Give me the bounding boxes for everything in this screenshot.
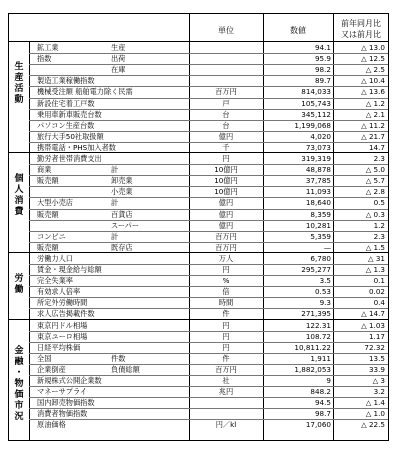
row-divider xyxy=(29,275,388,276)
row-change: △ 31 xyxy=(368,253,385,263)
row-label: 販売額 xyxy=(37,242,59,252)
row-unit: 社 xyxy=(222,376,230,385)
table-row xyxy=(9,275,388,286)
table-row xyxy=(9,342,388,353)
row-change: △ 12.5 xyxy=(361,54,385,64)
header-change-line1: 前年同月比 xyxy=(341,19,381,28)
row-value: 18,640 xyxy=(305,198,331,208)
row-value: 295,277 xyxy=(301,265,331,274)
table-row xyxy=(9,297,388,308)
row-value: 5,359 xyxy=(310,231,331,241)
row-label: 消費者物価指数 xyxy=(37,409,88,419)
row-change: △ 5.7 xyxy=(365,176,385,186)
row-value: 1,199,068 xyxy=(294,120,331,130)
row-unit: 億円 xyxy=(218,198,234,208)
row-value: 73,073 xyxy=(305,142,331,152)
row-value: 8,359 xyxy=(310,209,331,219)
table-row xyxy=(9,364,388,375)
row-divider xyxy=(29,120,388,121)
row-divider xyxy=(29,264,388,265)
row-change: △ 2.1 xyxy=(365,109,385,119)
row-sublabel: 卸売業 xyxy=(111,176,133,186)
row-unit: 円 xyxy=(222,320,230,330)
row-divider xyxy=(29,308,388,309)
row-value: — xyxy=(323,242,331,252)
table-row xyxy=(9,53,388,64)
row-value: 345,112 xyxy=(301,109,331,119)
row-unit: 百万円 xyxy=(215,231,237,241)
row-value: 1,882,053 xyxy=(294,364,331,374)
row-change: 14.7 xyxy=(368,142,385,152)
row-sublabel: 計 xyxy=(111,231,119,241)
row-change: 2.3 xyxy=(373,231,385,241)
row-divider xyxy=(29,286,388,287)
row-change: 0.02 xyxy=(368,287,385,297)
row-divider xyxy=(29,109,388,110)
category-finance-label: 金 融 ・ 物 価 市 況 xyxy=(14,346,24,422)
category-labor-label: 労 働 xyxy=(14,274,24,295)
row-value: 95.9 xyxy=(314,54,331,64)
row-value: 10,281 xyxy=(305,220,331,230)
row-change: △ 2.8 xyxy=(365,187,385,197)
row-unit: 倍 xyxy=(222,287,230,297)
row-change: 1.17 xyxy=(368,331,385,341)
row-label: 機械受注額 船舶電力除く民需 xyxy=(37,87,133,97)
table-row xyxy=(9,175,388,186)
row-divider xyxy=(29,419,388,420)
row-label: パソコン生産台数 xyxy=(37,120,95,130)
row-unit: 台 xyxy=(222,109,230,119)
row-change: △ 1.3 xyxy=(365,265,385,274)
row-divider xyxy=(29,98,388,99)
row-unit: 円 xyxy=(222,154,230,163)
row-unit: 百万円 xyxy=(215,242,237,252)
row-value: 37,785 xyxy=(305,176,331,186)
row-sublabel: スーパー xyxy=(111,220,140,230)
row-value: 122.31 xyxy=(305,320,331,330)
row-label: 勤労者世帯消費支出 xyxy=(37,154,102,163)
row-change: 33.9 xyxy=(368,364,385,374)
row-unit: 10億円 xyxy=(214,165,238,175)
row-divider xyxy=(29,164,388,165)
row-change: △ 13.0 xyxy=(361,43,385,52)
row-label: 指数 xyxy=(37,54,52,64)
table-row xyxy=(9,220,388,231)
row-label: 新規株式公開企業数 xyxy=(37,376,102,385)
table-row xyxy=(9,375,388,386)
row-unit: 千 xyxy=(222,142,230,152)
row-unit: 台 xyxy=(222,120,230,130)
row-value: 48,878 xyxy=(305,165,331,175)
row-change: 0.5 xyxy=(373,198,385,208)
header-change-line2: 又は前月比 xyxy=(341,30,381,39)
row-divider xyxy=(29,220,388,221)
row-divider xyxy=(29,353,388,354)
row-divider xyxy=(29,131,388,132)
row-sublabel: 小売業 xyxy=(111,187,133,197)
table-row xyxy=(9,331,388,342)
row-label: 原油価格 xyxy=(37,420,66,430)
row-change: △ 0.3 xyxy=(365,209,385,219)
row-sublabel: 件数 xyxy=(111,353,126,363)
table-row xyxy=(9,86,388,97)
table-row xyxy=(9,286,388,297)
row-value: 10,811.22 xyxy=(294,342,331,352)
table-row xyxy=(9,397,388,408)
row-sublabel: 計 xyxy=(111,198,119,208)
row-divider xyxy=(29,142,388,143)
row-value: 89.7 xyxy=(314,76,331,86)
row-divider xyxy=(29,209,388,210)
row-label: 日経平均株価 xyxy=(37,342,81,352)
row-change: △ 2.5 xyxy=(365,65,385,75)
row-label: 大型小売店 xyxy=(37,198,73,208)
row-label: 新設住宅着工戸数 xyxy=(37,98,95,108)
row-unit: 10億円 xyxy=(214,176,238,186)
row-label: コンビニ xyxy=(37,231,66,241)
row-label: 有効求人倍率 xyxy=(37,287,81,297)
row-change: △ 1.2 xyxy=(365,98,385,108)
table-row xyxy=(9,64,388,75)
economic-indicators-table xyxy=(8,13,389,441)
row-divider xyxy=(29,297,388,298)
row-label: 所定外労働時間 xyxy=(37,298,88,308)
row-sublabel: 出荷 xyxy=(111,54,126,64)
row-sublabel: 既存店 xyxy=(111,242,133,252)
row-label: 全国 xyxy=(37,353,52,363)
row-divider xyxy=(29,397,388,398)
row-unit: 百万円 xyxy=(215,87,237,97)
table-row xyxy=(9,386,388,397)
row-unit: 件 xyxy=(222,309,230,319)
row-value: 0.53 xyxy=(314,287,331,297)
row-change: △ 1.4 xyxy=(365,398,385,408)
row-divider xyxy=(29,364,388,365)
row-change: △ 14.7 xyxy=(361,309,385,319)
row-label: 賃金・現金給与総額 xyxy=(37,265,102,274)
row-label: 商業 xyxy=(37,165,52,175)
table-row xyxy=(9,419,388,430)
row-label: 労働力人口 xyxy=(37,253,73,263)
row-divider xyxy=(29,375,388,376)
row-change: △ 1.5 xyxy=(365,242,385,252)
row-change: △ 1.03 xyxy=(361,320,385,330)
row-change: 2.3 xyxy=(373,154,385,163)
table-row xyxy=(9,75,388,86)
row-value: 108.72 xyxy=(305,331,331,341)
row-label: 製造工業稼働指数 xyxy=(37,76,95,86)
row-label: 完全失業率 xyxy=(37,276,73,286)
row-value: 105,743 xyxy=(301,98,331,108)
table-row xyxy=(9,231,388,242)
table-row xyxy=(9,209,388,220)
row-value: 319,319 xyxy=(301,154,331,163)
table-row xyxy=(9,408,388,419)
row-label: 求人広告掲載件数 xyxy=(37,309,95,319)
row-unit: 円 xyxy=(222,331,230,341)
table-row xyxy=(9,308,388,319)
row-sublabel: 計 xyxy=(111,165,119,175)
table-row xyxy=(9,109,388,120)
row-unit: 万人 xyxy=(218,253,234,263)
row-unit: 円 xyxy=(222,265,230,274)
row-unit: 兆円 xyxy=(218,387,234,397)
row-label: 国内卸売物価指数 xyxy=(37,398,95,408)
row-value: 814,033 xyxy=(301,87,331,97)
category-production-label: 生 産 活 動 xyxy=(14,62,24,105)
row-change: △ 21.7 xyxy=(361,131,385,141)
row-label: 東京ユーロ相場 xyxy=(37,331,88,341)
table-row xyxy=(9,42,388,53)
table-row xyxy=(9,264,388,275)
row-unit: 戸 xyxy=(222,98,230,108)
row-change: 0.1 xyxy=(373,276,385,286)
row-divider xyxy=(29,75,388,76)
table-row xyxy=(9,253,388,264)
row-change: 13.5 xyxy=(368,353,385,363)
row-unit: 時間 xyxy=(218,298,234,308)
row-value: 848.2 xyxy=(310,387,331,397)
row-value: 98.2 xyxy=(314,65,331,75)
row-value: 3.5 xyxy=(319,276,331,286)
row-change: △ 1.0 xyxy=(365,409,385,419)
row-label: 販売額 xyxy=(37,176,59,186)
row-divider xyxy=(29,408,388,409)
row-unit: 億円 xyxy=(218,131,234,141)
row-divider xyxy=(29,175,388,176)
row-change: △ 3 xyxy=(372,376,385,385)
header-unit: 単位 xyxy=(218,26,234,35)
row-value: 9.3 xyxy=(319,298,331,308)
row-value: 271,395 xyxy=(301,309,331,319)
row-value: 11,093 xyxy=(305,187,331,197)
row-divider xyxy=(29,86,388,87)
row-divider xyxy=(29,53,388,54)
row-value: 94.1 xyxy=(314,43,331,52)
table-row xyxy=(9,120,388,131)
table-row xyxy=(9,142,388,153)
row-value: 4,020 xyxy=(310,131,331,141)
row-label: 携帯電話・PHS加入者数 xyxy=(37,142,116,152)
row-unit: 円 xyxy=(222,342,230,352)
row-value: 1,911 xyxy=(310,353,331,363)
row-change: 3.2 xyxy=(373,387,385,397)
row-value: 98.7 xyxy=(314,409,331,419)
table-row xyxy=(9,131,388,142)
row-value: 94.5 xyxy=(314,398,331,408)
row-divider xyxy=(29,342,388,343)
table-row xyxy=(9,242,388,253)
row-change: 1.2 xyxy=(373,220,385,230)
row-sublabel: 負債総額 xyxy=(111,364,140,374)
row-change: △ 22.5 xyxy=(361,420,385,430)
category-consumption-label: 個 人 消 費 xyxy=(14,174,24,217)
row-divider xyxy=(29,331,388,332)
header-value: 数値 xyxy=(290,26,306,35)
row-change: 0.4 xyxy=(373,298,385,308)
table-row xyxy=(9,353,388,364)
table-row xyxy=(9,186,388,197)
row-unit: 件 xyxy=(222,353,230,363)
row-divider xyxy=(29,197,388,198)
row-divider xyxy=(29,64,388,65)
row-label: 企業倒産 xyxy=(37,364,66,374)
row-value: 6,780 xyxy=(310,253,331,263)
row-unit: 百万円 xyxy=(215,364,237,374)
row-unit: 億円 xyxy=(218,220,234,230)
row-label: 旅行大手50社取扱額 xyxy=(37,131,104,141)
row-sublabel: 在庫 xyxy=(111,65,126,75)
row-change: △ 11.2 xyxy=(361,120,385,130)
row-change: △ 13.6 xyxy=(361,87,385,97)
table-row xyxy=(9,320,388,331)
row-label: 販売額 xyxy=(37,209,59,219)
row-divider xyxy=(29,386,388,387)
row-divider xyxy=(29,231,388,232)
row-unit: 円／kl xyxy=(215,420,237,430)
row-unit: % xyxy=(222,276,230,286)
row-change: 72.32 xyxy=(364,342,385,352)
row-sublabel: 生産 xyxy=(111,43,126,52)
table-row xyxy=(9,164,388,175)
table-row xyxy=(9,98,388,109)
row-divider xyxy=(29,242,388,243)
row-label: 乗用車新車販売台数 xyxy=(37,109,102,119)
row-label: マネーサプライ xyxy=(37,387,88,397)
row-change: △ 5.0 xyxy=(365,165,385,175)
row-value: 9 xyxy=(326,376,331,385)
row-unit: 10億円 xyxy=(214,187,238,197)
row-value: 17,060 xyxy=(305,420,331,430)
row-label: 東京円ドル相場 xyxy=(37,320,88,330)
table-row xyxy=(9,197,388,208)
row-sublabel: 百貨店 xyxy=(111,209,133,219)
row-divider xyxy=(29,186,388,187)
table-row xyxy=(9,153,388,164)
row-unit: 億円 xyxy=(218,209,234,219)
row-change: △ 10.4 xyxy=(361,76,385,86)
row-label: 鉱工業 xyxy=(37,43,59,52)
